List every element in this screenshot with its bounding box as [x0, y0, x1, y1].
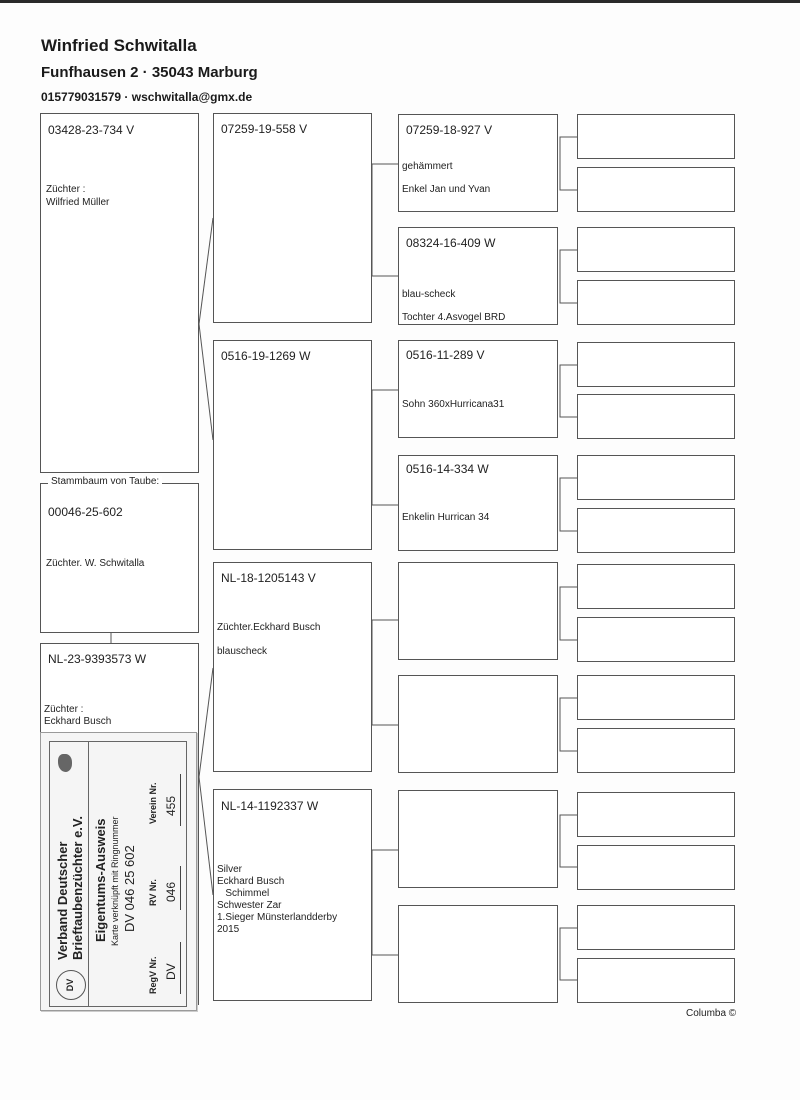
card-org-line1: Verband Deutscher	[55, 841, 70, 960]
parent-note: 1.Sieger Münsterlandderby	[217, 912, 338, 923]
parent-box	[213, 562, 372, 772]
parent-box	[213, 789, 372, 1001]
card-rv-value: 046	[164, 881, 178, 902]
dam-breeder: Eckhard Busch	[44, 716, 112, 727]
great-grandparent-box	[577, 728, 735, 773]
parent-ring: 07259-19-558 V	[221, 122, 308, 136]
card-ring-number: DV 046 25 602	[122, 845, 137, 932]
card-reg-value: DV	[164, 963, 178, 980]
great-grandparent-box	[577, 280, 735, 325]
grandparent-ring: 08324-16-409 W	[406, 236, 496, 250]
great-grandparent-box	[577, 792, 735, 837]
grandparent-note: Tochter 4.Asvogel BRD	[402, 312, 506, 323]
grandparent-box	[398, 340, 558, 438]
subject-breeder: Wilfried Müller	[46, 197, 110, 208]
grandparent-box	[398, 675, 558, 773]
parent-box	[213, 340, 372, 550]
great-grandparent-box	[577, 227, 735, 272]
parent-note: Silver	[217, 864, 243, 875]
pigeon-icon	[58, 754, 72, 772]
dam-breeder-label: Züchter :	[44, 704, 84, 715]
grandparent-box	[398, 455, 558, 551]
association-logo	[56, 970, 86, 1000]
parent-note: Eckhard Busch	[217, 876, 285, 887]
grandparent-box	[398, 114, 558, 212]
card-org-line2: Brieftaubenzüchter e.V.	[70, 815, 85, 960]
ownership-card-content	[49, 741, 187, 1007]
grandparent-note: Enkel Jan und Yvan	[402, 184, 491, 195]
parent-note: Schwester Zar	[217, 900, 282, 911]
grandparent-note: Enkelin Hurrican 34	[402, 512, 490, 523]
grandparent-ring: 0516-14-334 W	[406, 462, 489, 476]
card-verein-value: 455	[164, 795, 178, 816]
card-verein-underline	[180, 774, 181, 826]
subject-ring: 03428-23-734 V	[48, 123, 135, 137]
grandparent-box	[398, 905, 558, 1003]
ownership-card	[40, 732, 197, 1011]
owner-contact: 015779031579 · wschwitalla@gmx.de	[41, 90, 253, 104]
owner-address: Funfhausen 2 · 35043 Marburg	[41, 64, 258, 81]
copyright-footer: Columba ©	[686, 1008, 737, 1019]
great-grandparent-box	[577, 455, 735, 500]
great-grandparent-box	[577, 394, 735, 439]
subject-box	[40, 113, 199, 473]
card-rv-underline	[180, 866, 181, 910]
parent-note: blauscheck	[217, 646, 268, 657]
grandparent-note: Sohn 360xHurricana31	[402, 399, 505, 410]
stammbaum-ring: 00046-25-602	[48, 505, 123, 519]
card-title: Eigentums-Ausweis	[93, 818, 108, 942]
card-reg-underline	[180, 942, 181, 994]
card-divider	[88, 742, 89, 1006]
stammbaum-breeder: Züchter. W. Schwitalla	[46, 558, 145, 569]
great-grandparent-box	[577, 114, 735, 159]
parent-note: Züchter.Eckhard Busch	[217, 622, 321, 633]
parent-note: Schimmel	[217, 888, 270, 899]
card-rv-label: RV Nr.	[148, 879, 158, 906]
grandparent-box	[398, 227, 558, 325]
grandparent-box	[398, 562, 558, 660]
great-grandparent-box	[577, 675, 735, 720]
great-grandparent-box	[577, 342, 735, 387]
grandparent-note: blau-scheck	[402, 289, 456, 300]
owner-name: Winfried Schwitalla	[41, 36, 197, 55]
grandparent-note: gehämmert	[402, 161, 453, 172]
parent-ring: 0516-19-1269 W	[221, 349, 311, 363]
subject-breeder-label: Züchter :	[46, 184, 86, 195]
grandparent-ring: 0516-11-289 V	[406, 348, 485, 362]
great-grandparent-box	[577, 564, 735, 609]
parent-ring: NL-14-1192337 W	[221, 799, 319, 813]
parent-box	[213, 113, 372, 323]
grandparent-ring: 07259-18-927 V	[406, 123, 493, 137]
stammbaum-label: Stammbaum von Taube:	[48, 476, 162, 487]
association-logo-text: DV	[65, 978, 75, 992]
great-grandparent-box	[577, 508, 735, 553]
great-grandparent-box	[577, 845, 735, 890]
great-grandparent-box	[577, 617, 735, 662]
grandparent-box	[398, 790, 558, 888]
great-grandparent-box	[577, 167, 735, 212]
dam-ring: NL-23-9393573 W	[48, 652, 147, 666]
parent-ring: NL-18-1205143 V	[221, 571, 316, 585]
parent-note: 2015	[217, 924, 240, 935]
card-reg-label: RegV Nr.	[148, 956, 158, 994]
great-grandparent-box	[577, 958, 735, 1003]
great-grandparent-box	[577, 905, 735, 950]
card-verein-label: Verein Nr.	[148, 782, 158, 824]
card-subtitle: Karte verknüpft mit Ringnummer	[110, 816, 120, 946]
stammbaum-box	[40, 483, 199, 633]
